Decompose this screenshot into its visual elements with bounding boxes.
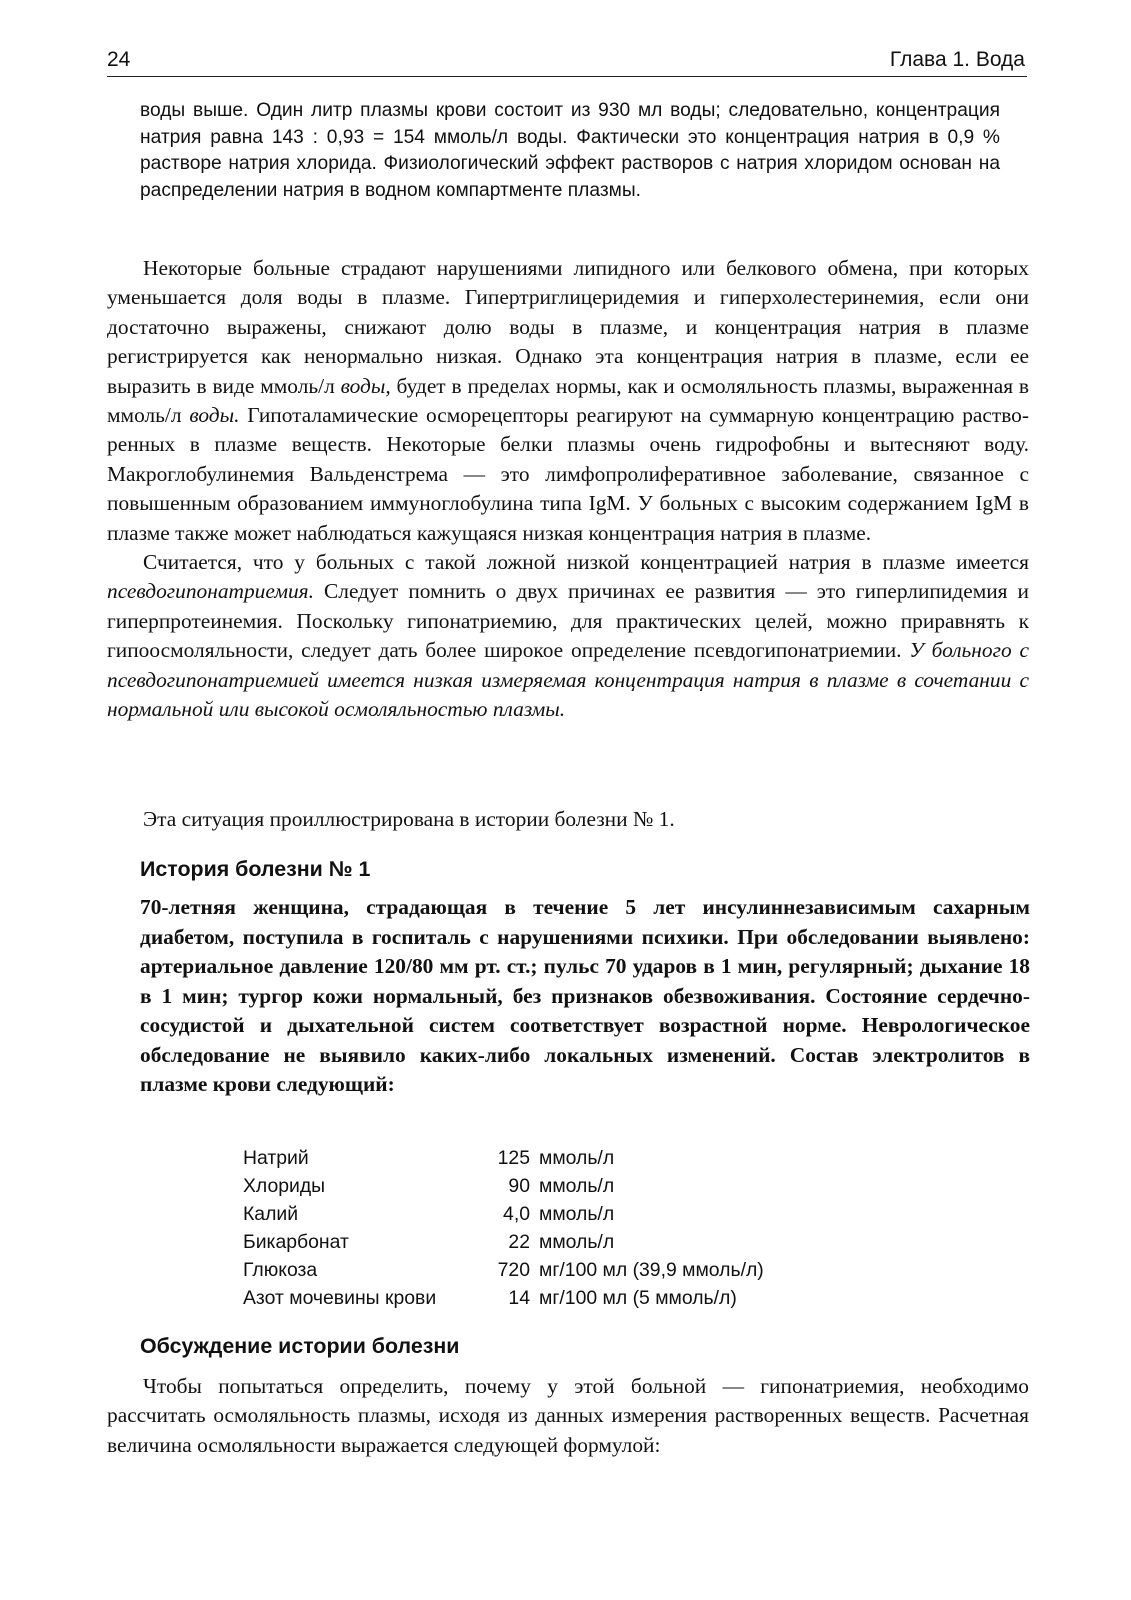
chapter-title: Глава 1. Вода xyxy=(889,48,1025,71)
main-text xyxy=(107,254,1029,725)
lab-value: 4,0 xyxy=(503,1203,530,1225)
paragraph-lipid xyxy=(107,254,1029,548)
paragraph-text: Следует помнить о двух причинах ее развития — это гиперлипидемия и гиперпротеинемия. Поскольку гипонатриемию, для практических целей, можно приравнять к гипоосмоляльности, следует дать более широкое определение псевдогипонатриемии. xyxy=(107,579,1029,663)
lab-row xyxy=(243,1200,943,1228)
lab-row xyxy=(243,1144,943,1172)
lab-row xyxy=(243,1284,943,1312)
paragraph-pseudohyponatremia xyxy=(107,548,1029,724)
lab-name: Калий xyxy=(243,1203,299,1225)
emphasis-text: воды, xyxy=(340,373,391,398)
lab-name: Бикарбонат xyxy=(243,1231,349,1253)
paragraph-text: Гипоталамические осморецепторы реагируют на суммарную концентрацию растворенных в плазме веществ. Некоторые белки плазмы очень гидрофобны и вытесняют воду. Макроглобулинемия Вальденстрема — это лимфопролиферативное заболевание, связанное с повышенным образованием иммуноглобулина типа IgM. У больных с высоким содержанием IgM в плазме также может наблюдаться кажущаяся низкая концентрация натрия в плазме. xyxy=(107,403,1029,545)
note-block: воды выше. Один литр плазмы крови состоит из 930 мл воды; следовательно, концентрация натрия равна 143 : 0,93 = 154 ммоль/л воды. Фактически это концентрация натрия в 0,9 % растворе натрия хлорида. Физиологический эффект растворов с натрия хлоридом основан на распределении натрия в водном компартменте плазмы. xyxy=(140,100,1000,201)
lab-name: Глюкоза xyxy=(243,1259,318,1281)
page-number: 24 xyxy=(107,48,131,71)
case-description: 70-летняя женщина, страдающая в течение 5 лет инсулиннезависимым сахарным диабетом, поступила в госпиталь с нарушениями психики. При обследовании выявлено: артериальное давление 120/80 мм рт. ст.; пульс 70 ударов в 1 мин, регулярный; дыхание 18 в 1 мин; тургор кожи нормальный, без признаков обезвоживания. Состояние сердечно-сосудистой и дыхательной систем соответствует возрастной норме. Неврологическое обследование не выявило каких-либо локальных изменений. Состав электролитов в плазме крови следующий: xyxy=(140,895,1030,1096)
paragraph-text: Считается, что у больных с такой ложной низкой концентрацией натрия в плазме имеется xyxy=(143,550,1029,575)
emphasis-text: У больного с псевдогипонатриемией имеется низкая измеряемая концентрация натрия в плазме в сочетании с нормальной или высокой осмоляльностью плазмы. xyxy=(107,638,1029,722)
lab-unit: мг/100 мл (39,9 ммоль/л) xyxy=(539,1259,764,1281)
lab-name: Хлориды xyxy=(243,1175,326,1197)
lab-value: 125 xyxy=(497,1147,530,1169)
emphasis-text: воды. xyxy=(189,403,240,428)
lab-row xyxy=(243,1172,943,1200)
lab-value: 22 xyxy=(508,1231,530,1253)
discussion-paragraph: Чтобы попытаться определить, почему у этой больной — гипонатриемия, необходимо рассчитать осмоляльность плазмы, исходя из данных измерения растворенных веществ. Расчетная величина осмоляльности выражается следующей формулой: xyxy=(107,1374,1029,1457)
lab-unit: ммоль/л xyxy=(539,1147,615,1169)
paragraph-case-reference: Эта ситуация проиллюстрирована в истории болезни № 1. xyxy=(143,807,675,831)
emphasis-text: псевдогипонатриемия. xyxy=(107,579,314,604)
discussion-text xyxy=(107,1372,1029,1460)
discussion-heading: Обсуждение истории болезни xyxy=(140,1334,460,1358)
lab-row xyxy=(243,1256,943,1284)
lab-name: Натрий xyxy=(243,1147,309,1169)
lab-unit: мг/100 мл (5 ммоль/л) xyxy=(539,1287,737,1309)
case-heading: История болезни № 1 xyxy=(140,857,371,881)
lab-results-table xyxy=(243,1144,943,1312)
lab-row xyxy=(243,1228,943,1256)
lab-unit: ммоль/л xyxy=(539,1231,615,1253)
lab-value: 14 xyxy=(508,1287,530,1309)
lab-name: Азот мочевины крови xyxy=(243,1287,437,1309)
paragraph-text: будет в пределах нормы, как и осмоляльность плазмы, выраженная в ммоль/л xyxy=(107,373,1029,428)
lab-value: 720 xyxy=(497,1259,530,1281)
lab-unit: ммоль/л xyxy=(539,1203,615,1225)
lab-value: 90 xyxy=(508,1175,530,1197)
paragraph-text: Некоторые больные страдают нарушениями липидного или белкового обмена, при которых уменьшается доля воды в плазме. Гипертриглицеридемия и гиперхолестеринемия, если они достаточно выражены, снижают долю воды в плазме, и концентрация натрия в плазме регистрируется как ненормально низкая. Однако эта концентрация натрия в плазме, если ее выразить в виде ммоль/л xyxy=(107,256,1029,398)
lab-unit: ммоль/л xyxy=(539,1175,615,1197)
running-header xyxy=(107,46,1027,77)
